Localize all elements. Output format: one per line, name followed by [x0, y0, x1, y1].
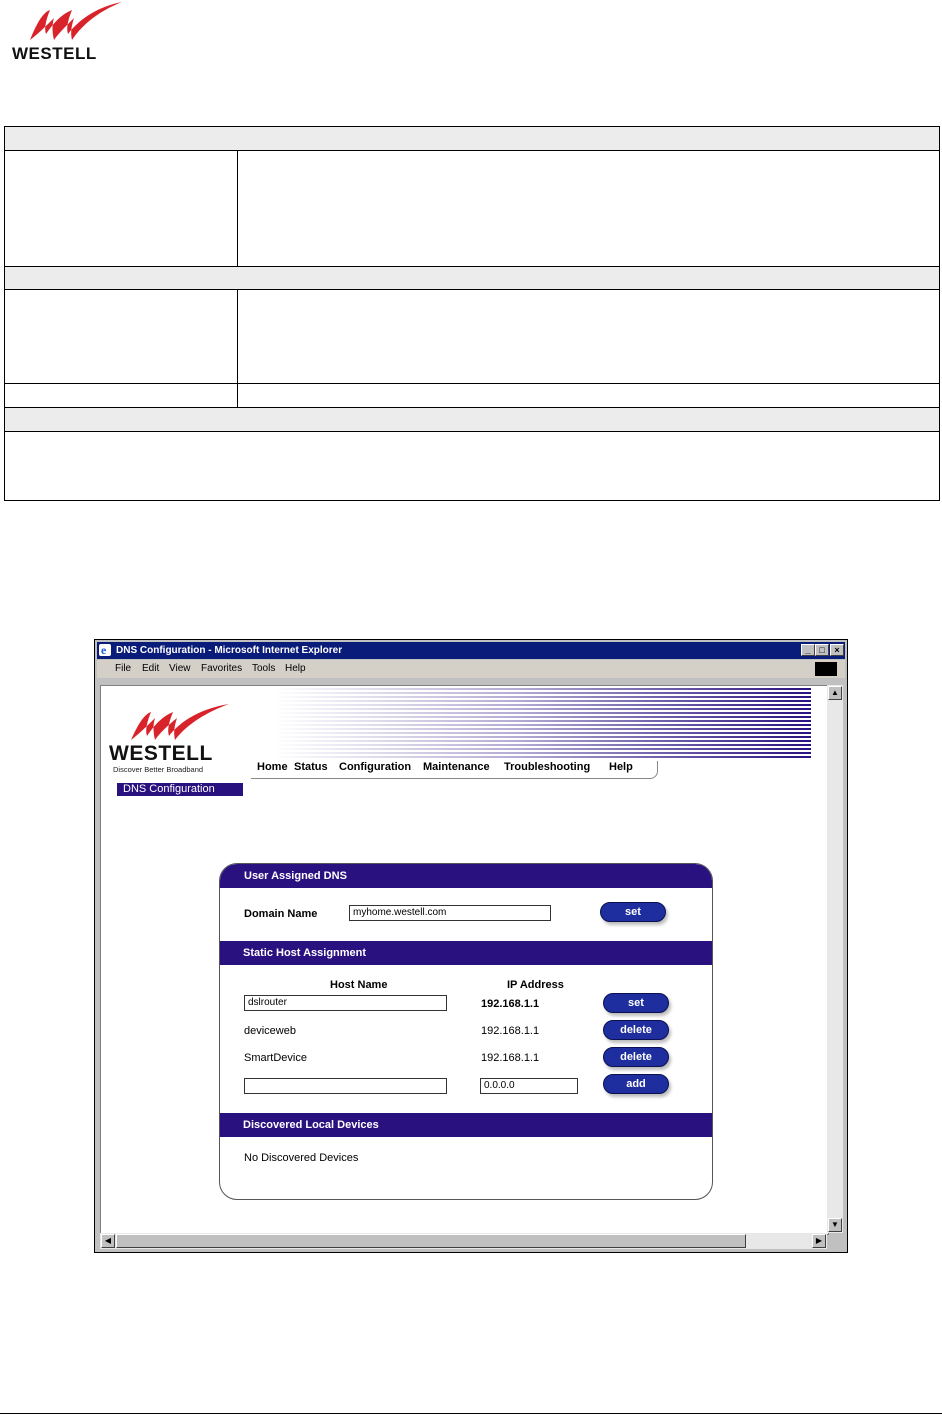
document-brand-wordmark: WESTELL [12, 44, 97, 63]
close-button[interactable]: × [830, 644, 844, 656]
host-ip-value: 192.168.1.1 [481, 1025, 540, 1037]
set-domain-button[interactable]: set [600, 902, 666, 922]
scroll-down-icon[interactable]: ▼ [828, 1218, 842, 1232]
westell-logo [109, 700, 239, 774]
nav-maintenance[interactable]: Maintenance [423, 761, 490, 773]
table-section-header [5, 407, 939, 431]
menu-file[interactable]: File [115, 663, 132, 674]
menu-edit[interactable]: Edit [142, 663, 160, 674]
table-section-header [5, 127, 939, 150]
new-host-name-input[interactable] [244, 1078, 447, 1094]
dns-config-panel [219, 863, 713, 1200]
scroll-right-icon[interactable]: ▶ [812, 1234, 826, 1248]
menu-view[interactable]: View [169, 663, 191, 674]
host-ip-value: 192.168.1.1 [481, 1052, 540, 1064]
page-title-badge: DNS Configuration [117, 783, 243, 796]
internet-explorer-icon: e [99, 644, 111, 656]
document-logo [10, 0, 125, 66]
table-section-header [5, 266, 939, 289]
window-title: DNS Configuration - Microsoft Internet Explorer [116, 645, 343, 656]
host-ip-value: 192.168.1.1 [481, 998, 540, 1010]
browser-window [94, 639, 848, 1253]
menu-bar [97, 660, 845, 678]
menu-help[interactable]: Help [285, 663, 306, 674]
host-name-input[interactable]: dslrouter [244, 995, 447, 1011]
nav-troubleshooting[interactable]: Troubleshooting [504, 761, 591, 773]
new-ip-address-input[interactable]: 0.0.0.0 [480, 1078, 578, 1094]
maximize-button[interactable]: □ [815, 644, 829, 656]
menu-favorites[interactable]: Favorites [201, 663, 243, 674]
horizontal-scrollbar[interactable] [100, 1233, 827, 1249]
menu-tools[interactable]: Tools [252, 663, 276, 674]
main-nav [251, 761, 658, 779]
westell-swoosh-icon [109, 700, 239, 744]
set-host-button[interactable]: set [603, 993, 669, 1013]
westell-wordmark: WESTELL [109, 742, 213, 765]
add-host-button[interactable]: add [603, 1074, 669, 1094]
westell-swoosh-icon [10, 0, 125, 46]
vertical-scrollbar[interactable] [827, 685, 843, 1233]
delete-host-button[interactable]: delete [603, 1047, 669, 1067]
header-stripes [273, 688, 811, 760]
host-name-column-header: Host Name [330, 979, 388, 991]
discovered-devices-header: Discovered Local Devices [220, 1113, 713, 1137]
minimize-button[interactable]: _ [801, 644, 815, 656]
domain-name-input[interactable]: myhome.westell.com [349, 905, 551, 921]
nav-status[interactable]: Status [294, 761, 328, 773]
page-viewport [100, 685, 829, 1235]
nav-home[interactable]: Home [257, 761, 288, 773]
user-dns-header: User Assigned DNS [220, 864, 713, 888]
windows-logo-icon [815, 662, 837, 676]
ip-address-column-header: IP Address [507, 979, 564, 991]
scroll-left-icon[interactable]: ◀ [101, 1234, 115, 1248]
nav-configuration[interactable]: Configuration [339, 761, 412, 773]
nav-help[interactable]: Help [609, 761, 633, 773]
host-name-text: deviceweb [244, 1025, 296, 1037]
no-devices-text: No Discovered Devices [244, 1152, 359, 1164]
delete-host-button[interactable]: delete [603, 1020, 669, 1040]
scroll-up-icon[interactable]: ▲ [828, 686, 842, 700]
westell-tagline: Discover Better Broadband [113, 765, 204, 774]
title-bar [97, 642, 845, 659]
host-name-text: SmartDevice [244, 1052, 307, 1064]
horizontal-scroll-thumb[interactable] [116, 1234, 746, 1248]
domain-name-label: Domain Name [244, 908, 318, 920]
static-host-header: Static Host Assignment [220, 941, 713, 965]
footer-rule [0, 1413, 942, 1414]
